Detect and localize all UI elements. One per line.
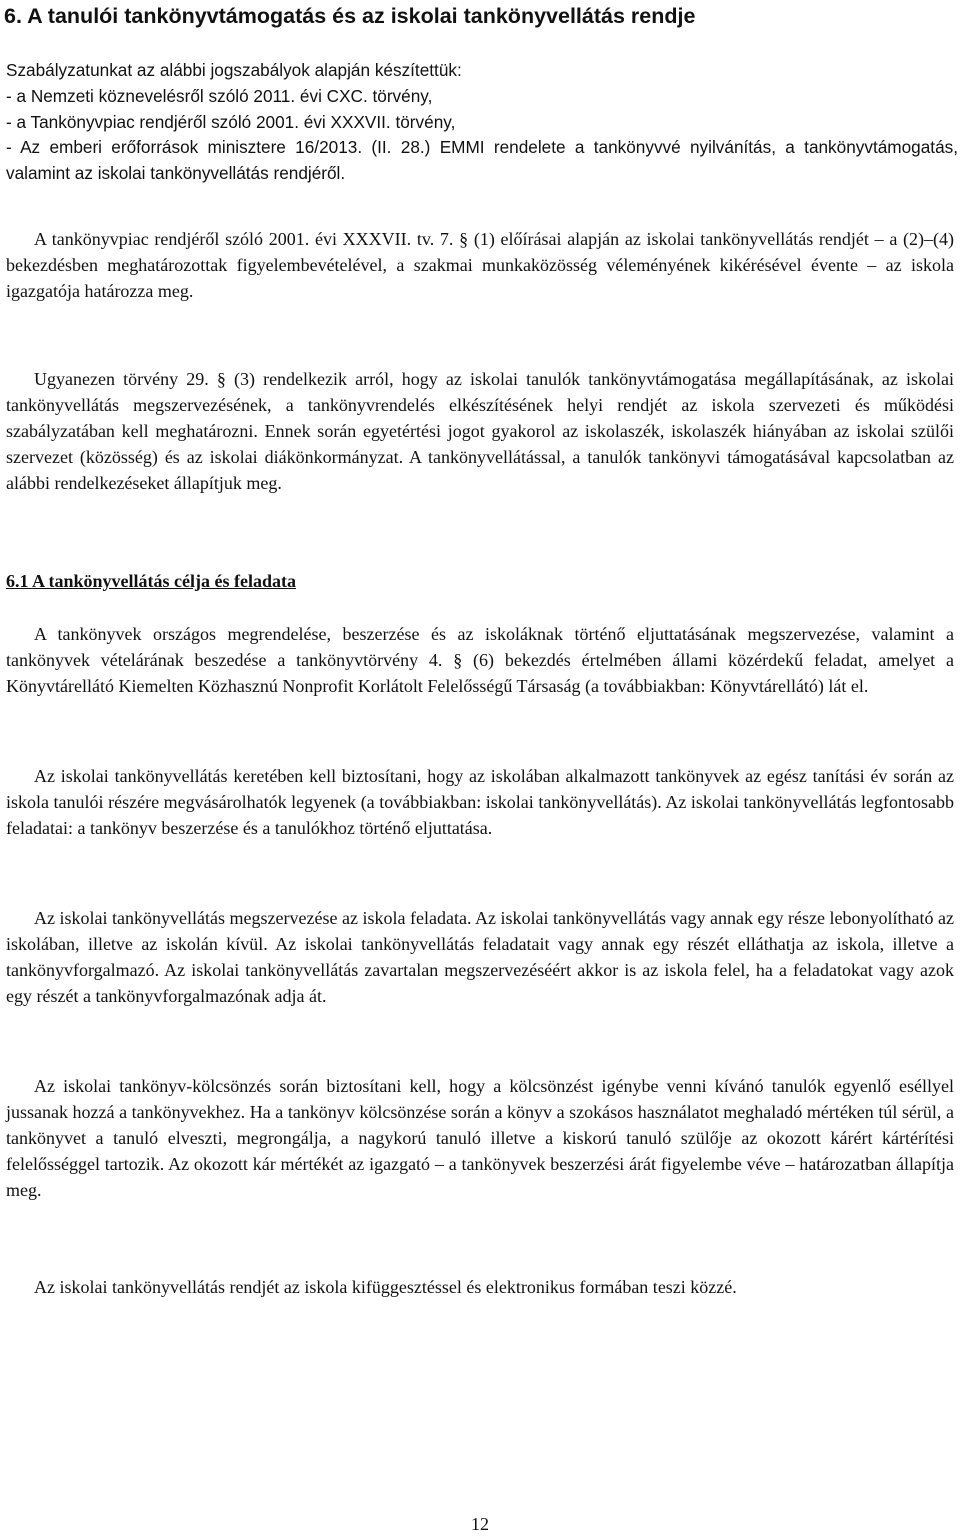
legal-basis-item: - Az emberi erőforrások minisztere 16/2013. (II. 28.) EMMI rendelete a tankönyvvé nyilvánítás, a tankönyvtámogatás, valamint az iskolai tankönyvellátás rendjéről. — [6, 137, 958, 184]
paragraph: Az iskolai tankönyvellátás rendjét az iskola kifüggesztéssel és elektronikus formában teszi közzé. — [34, 1277, 737, 1297]
legal-basis-list — [6, 58, 958, 187]
legal-basis-item: - a Tankönyvpiac rendjéről szóló 2001. évi XXXVII. törvény, — [6, 111, 456, 132]
page-number: 12 — [471, 1514, 489, 1534]
subsection-heading: 6.1 A tankönyvellátás célja és feladata — [6, 571, 296, 591]
paragraph: A tankönyvpiac rendjéről szóló 2001. évi XXXVII. tv. 7. § (1) előírásai alapján az iskolai tankönyvellátás rendjét – a (2)–(4) bekezdésben meghatározottak figyelembevételével, a szakmai munkaközösség véleményének kikérésével évente – az iskola igazgatója határozza meg. — [6, 229, 954, 301]
paragraph: A tankönyvek országos megrendelése, beszerzése és az iskoláknak történő eljuttatásának megszervezése, valamint a tankönyvek vételárának beszedése a tankönyvtörvény 4. § (6) bekezdés értelmében állami közérdekű feladat, amelyet a Könyvtárellátó Kiemelten Közhasznú Nonprofit Korlátolt Felelősségű Társaság (a továbbiakban: Könyvtárellátó) lát el. — [6, 624, 954, 696]
paragraph: Az iskolai tankönyv-kölcsönzés során biztosítani kell, hogy a kölcsönzést igénybe venni kívánó tanulók egyenlő eséllyel jussanak hozzá a tankönyvekhez. Ha a tankönyv kölcsönzése során a könyv a szokásos használatot meghaladó mértéken túl sérül, a tankönyvet a tanuló elveszti, megrongálja, a nagykorú tanuló illetve a kiskorú tanuló szülője az okozott kárért kártérítési felelősséggel tartozik. Az okozott kár mértékét az igazgató – a tankönyvek beszerzési árát figyelembe véve – határozatban állapítja meg. — [6, 1076, 954, 1200]
paragraph: Az iskolai tankönyvellátás keretében kell biztosítani, hogy az iskolában alkalmazott tankönyvek az egész tanítási év során az iskola tanulói részére megvásárolhatók legyenek (a továbbiakban: iskolai tankönyvellátás). Az iskolai tankönyvellátás legfontosabb feladatai: a tankönyv beszerzése és a tanulókhoz történő eljuttatása. — [6, 766, 954, 838]
legal-basis-item: - a Nemzeti köznevelésről szóló 2011. évi CXC. törvény, — [6, 85, 433, 106]
paragraph: Ugyanezen törvény 29. § (3) rendelkezik arról, hogy az iskolai tanulók tankönyvtámogatása megállapításának, az iskolai tankönyvellátás megszervezésének, a tankönyvrendelés elkészítésének helyi rendjét az iskola szervezeti és működési szabályzatában kell meghatározni. Ennek során egyetértési jogot gyakorol az iskolaszék, iskolaszék hiányában az iskolai szülői szervezet (közösség) és az iskolai diákönkormányzat. A tankönyvellátással, a tanulók tankönyvi támogatásával kapcsolatban az alábbi rendelkezéseket állapítjuk meg. — [6, 369, 954, 493]
paragraph: Az iskolai tankönyvellátás megszervezése az iskola feladata. Az iskolai tankönyvellátás vagy annak egy része lebonyolítható az iskolában, illetve az iskolán kívül. Az iskolai tankönyvellátás feladatait vagy annak egy részét elláthatja az iskola, illetve a tankönyvforgalmazó. Az iskolai tankönyvellátás zavartalan megszervezéséért akkor is az iskola felel, ha a feladatokat vagy azok egy részét a tankönyvforgalmazónak adja át. — [6, 908, 954, 1006]
legal-basis-lead: Szabályzatunkat az alábbi jogszabályok alapján készítettük: — [6, 60, 462, 80]
section-heading: 6. A tanulói tankönyvtámogatás és az iskolai tankönyvellátás rendje — [4, 4, 696, 28]
